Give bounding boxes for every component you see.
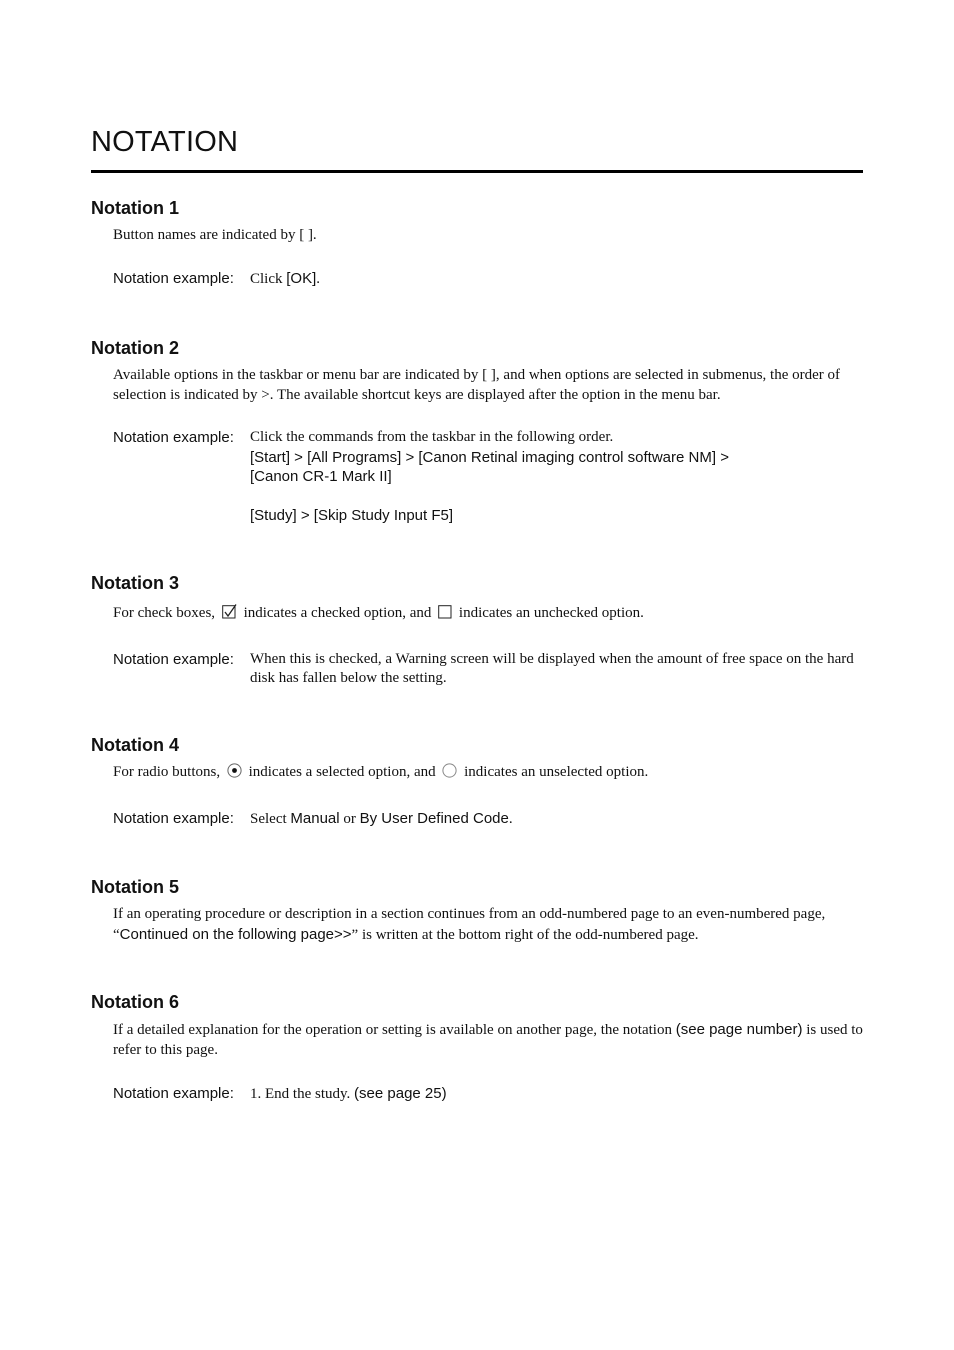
page-title: NOTATION [91,126,239,158]
notation-1-example [113,269,863,290]
example-text: Click the commands from the taskbar in the following order. [250,429,614,445]
notation-3-example [113,650,863,689]
body-text: For radio buttons, [113,764,221,780]
ok-button-label: [OK] [286,269,317,287]
notation-4-body [113,763,863,785]
notation-4-section [91,734,863,829]
selected-radio-icon [227,763,242,785]
body-text: indicates an unchecked option. [458,605,644,621]
notation-3-section [91,572,863,689]
notation-6-example [113,1084,863,1105]
body-text: ” is written at the bottom right of the odd-numbered page. [351,926,699,943]
notation-3-heading: Notation 3 [91,573,179,593]
example-text: . [316,270,321,287]
notation-2-example [113,428,863,526]
notation-2-section [91,337,863,526]
example-text: Select [250,810,291,827]
notation-1-body: Button names are indicated by [ ]. [113,227,317,243]
notation-1-section [91,197,863,289]
example-text: 1. End the study. [250,1086,355,1102]
menu-path-line: [Study] > [Skip Study Input F5] [250,507,454,524]
body-text: is used to refer to this page. [113,1022,863,1058]
example-text: Click [250,270,287,287]
notation-2-body: Available options in the taskbar or menu bar are indicated by [ ], and when options are selected in submenus, the order of selection is indicated by >. The available shortcut keys are displayed after the option in the menu bar. [113,367,840,403]
example-label: Notation example: [113,429,234,446]
see-page-notation: (see page number) [675,1021,803,1038]
notation-6-heading: Notation 6 [91,992,179,1012]
continued-notice-label: Continued on the following page>> [119,925,352,943]
notation-2-example-text [250,428,863,526]
menu-path-line: [Canon CR-1 Mark II] [250,468,392,485]
example-label: Notation example: [113,1085,234,1102]
manual-option-label: Manual [290,809,340,827]
title-rule [91,170,863,173]
notation-5-section [91,876,863,945]
notation-2-heading: Notation 2 [91,338,179,358]
notation-3-body [113,604,863,626]
notation-3-example-text: When this is checked, a Warning screen will be displayed when the amount of free space on the hard disk has fallen below the setting. [250,650,854,686]
body-text: indicates a selected option, and [248,764,436,780]
notation-5-heading: Notation 5 [91,877,179,897]
user-defined-code-option-label: By User Defined Code [359,809,509,827]
notation-1-heading: Notation 1 [91,198,179,218]
example-label: Notation example: [113,269,234,287]
example-label: Notation example: [113,650,234,668]
notation-4-example-text [250,809,863,830]
notation-1-example-text [250,269,863,290]
notation-6-section [91,991,863,1105]
body-text: indicates a checked option, and [243,605,432,621]
body-text: For check boxes, [113,605,216,621]
body-text: If a detailed explanation for the operation or setting is available on another page, the notation [113,1022,676,1038]
example-text: or [339,810,360,827]
notation-5-body [113,905,863,945]
unselected-radio-icon [442,763,457,785]
checked-checkbox-icon [222,604,237,626]
body-text: If an operating procedure or description in a section continues from an odd-numbered page to an even-numbered page, “ [113,906,826,943]
body-text: indicates an unselected option. [464,764,649,780]
notation-4-example [113,809,863,830]
notation-6-example-text [250,1084,863,1105]
see-page-link[interactable]: (see page 25) [354,1085,447,1102]
menu-path-line: [Start] > [All Programs] > [Canon Retinal imaging control software NM] > [250,448,729,466]
unchecked-checkbox-icon [438,605,452,626]
example-label: Notation example: [113,809,234,827]
example-text: . [508,810,513,827]
notation-4-heading: Notation 4 [91,735,179,755]
notation-6-body [113,1020,863,1060]
